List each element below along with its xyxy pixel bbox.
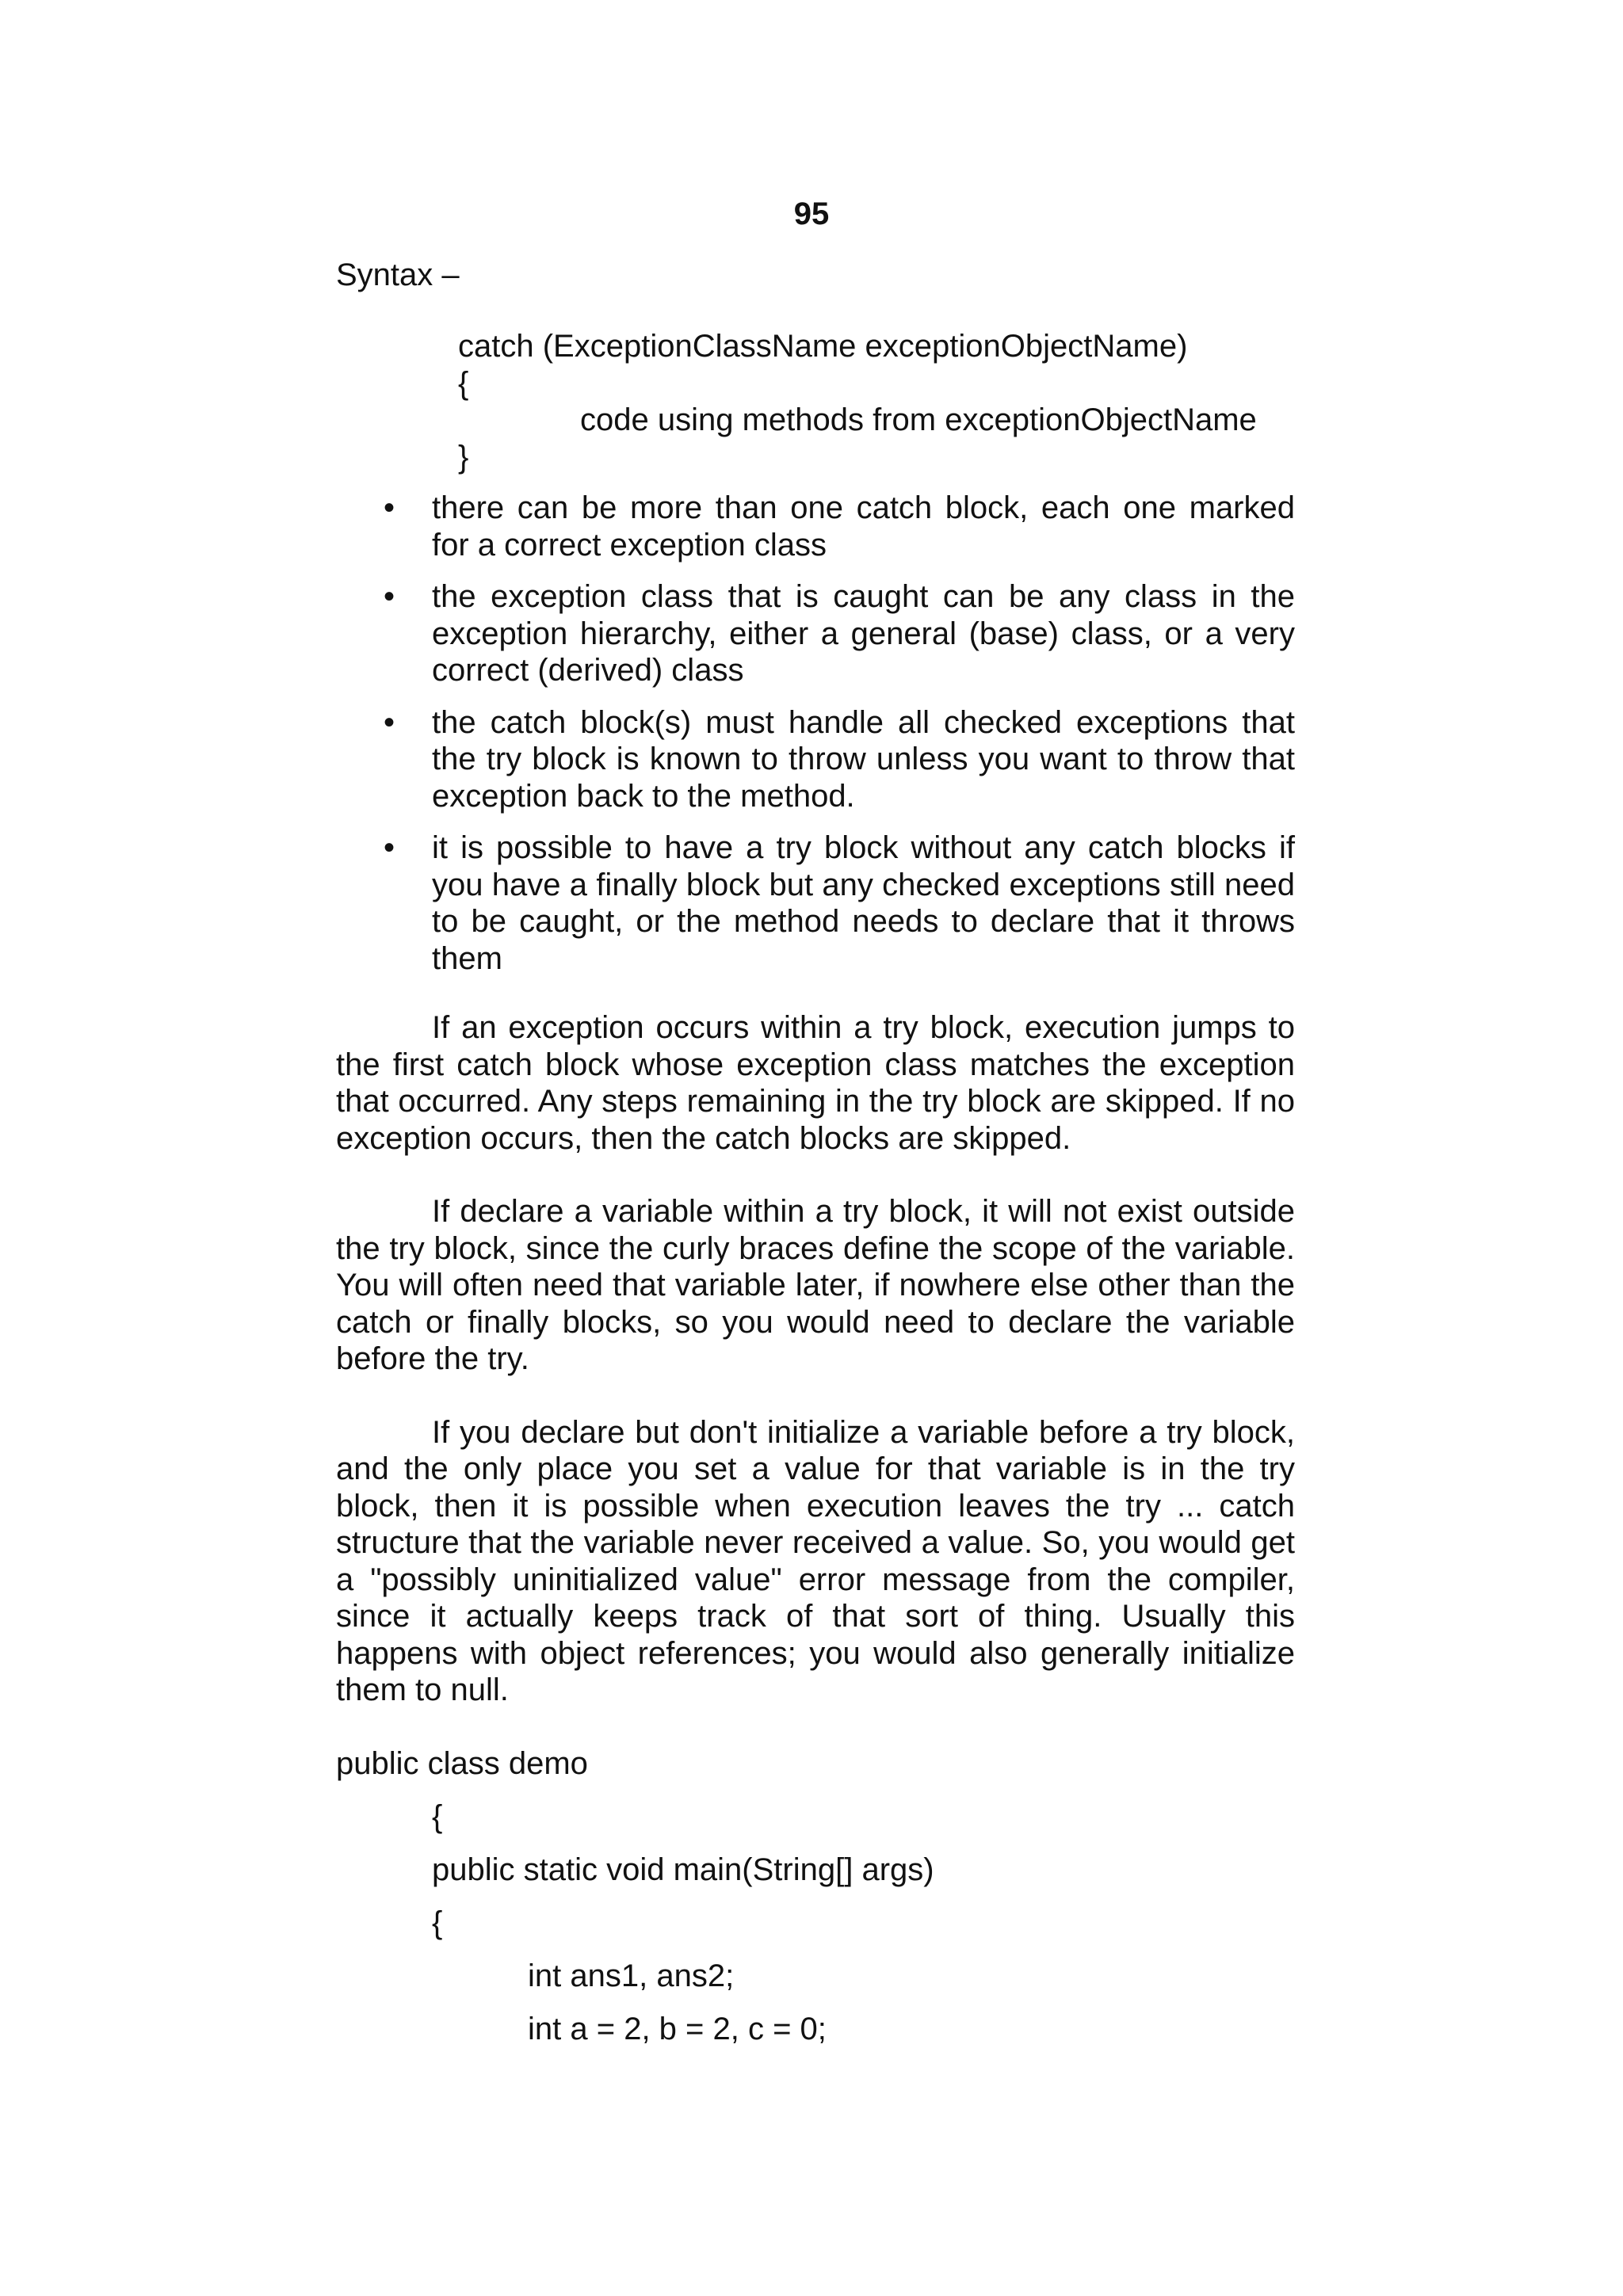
bullet-text: the catch block(s) must handle all checked exceptions that the try block is known to throw unless you want to throw that exception back to the method. [432, 704, 1295, 814]
body-paragraph: If declare a variable within a try block, it will not exist outside the try block, since the curly braces define the scope of the variable. You will often need that variable later, if nowhere else other than the catch or finally blocks, so you would need to declare the variable before the try. [336, 1194, 1295, 1376]
code-line: public static void main(String[] args) [432, 1852, 934, 1887]
bullet-icon: • [384, 704, 395, 740]
code-line: int ans1, ans2; [528, 1958, 735, 1993]
syntax-code-line: } [458, 439, 469, 475]
page-number: 95 [793, 196, 830, 231]
syntax-code-line: code using methods from exceptionObjectName [580, 402, 1257, 437]
syntax-code-line: { [458, 365, 469, 401]
body-paragraph: If you declare but don't initialize a variable before a try block, and the only place you set a value for that variable is in the try block, then it is possible when execution leaves the try ... catch structure that the variable never received a value. So, you would get a "possibly uninitialized value" error message from the compiler, since it actually keeps track of that sort of thing. Usually this happens with object references; you would also generally initialize them to null. [336, 1414, 1295, 1707]
code-example [336, 1745, 1295, 2064]
bullet-icon: • [384, 579, 395, 614]
page-content [336, 257, 1295, 2064]
syntax-code-line: catch (ExceptionClassName exceptionObjectName) [458, 329, 1188, 364]
bullet-item [336, 830, 1295, 977]
code-line: { [432, 1905, 443, 1940]
bullet-list [336, 490, 1295, 977]
syntax-label: Syntax – [336, 257, 460, 292]
bullet-text: there can be more than one catch block, each one marked for a correct exception class [432, 490, 1295, 563]
code-line: { [432, 1798, 443, 1834]
bullet-item [336, 490, 1295, 563]
bullet-icon: • [384, 490, 395, 525]
bullet-text: the exception class that is caught can be any class in the exception hierarchy, either a general (base) class, or a very correct (derived) class [432, 579, 1295, 688]
code-line: public class demo [336, 1745, 588, 1781]
bullet-item [336, 578, 1295, 689]
code-line: int a = 2, b = 2, c = 0; [528, 2011, 827, 2046]
bullet-text: it is possible to have a try block without any catch blocks if you have a finally block but any checked exceptions still need to be caught, or the method needs to declare that it throws them [432, 830, 1295, 976]
syntax-code-block [458, 328, 1295, 475]
body-paragraph: If an exception occurs within a try block, execution jumps to the first catch block whose exception class matches the exception that occurred. Any steps remaining in the try block are skipped. If no exception occurs, then the catch blocks are skipped. [336, 1010, 1295, 1156]
bullet-item [336, 704, 1295, 815]
bullet-icon: • [384, 830, 395, 865]
